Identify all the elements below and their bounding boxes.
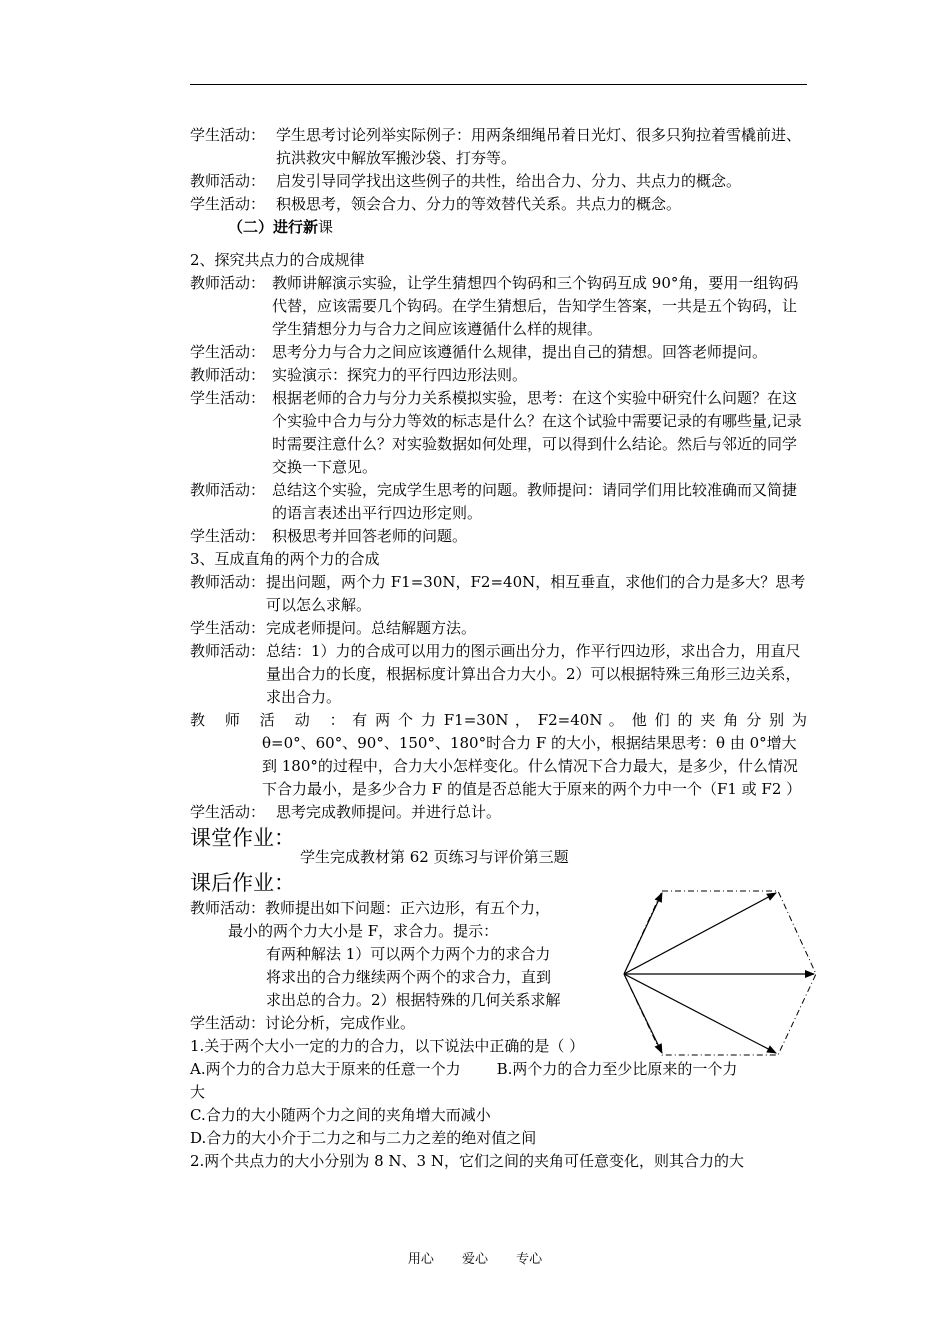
heading-rest: 课 bbox=[318, 218, 334, 236]
quiz-q1: 1.关于两个大小一定的力的合力，以下说法中正确的是（ ） bbox=[190, 1037, 585, 1055]
entry-label: 教师活动： bbox=[190, 642, 266, 660]
entry-text: 根据老师的合力与分力关系模拟实验，思考：在这个实验中研究什么问题？在这个实验中合力与分力等效的标志是什么？在这个试验中需要记录的有哪些量,记录时需要注意什么？对实验数据如何处理，可以得到什么结论。然后与邻近的同学交换一下意见。 bbox=[272, 389, 802, 476]
homework-line-2: 最小的两个力大小是 F，求合力。提示： bbox=[228, 922, 499, 940]
footer-word-2: 爱心 bbox=[461, 1252, 488, 1267]
entry-text: 学生思考讨论列举实际例子：用两条细绳吊着日光灯、很多只狗拉着雪橇前进、抗洪救灾中解放军搬沙袋、打夯等。 bbox=[276, 126, 802, 167]
entry-label: 学生活动： bbox=[190, 126, 266, 144]
entry-text: 完成老师提问。总结解题方法。 bbox=[266, 619, 477, 637]
entry-label: 教师活动： bbox=[190, 481, 266, 499]
section-3-end bbox=[190, 801, 807, 824]
force-arrow-2 bbox=[624, 893, 776, 974]
quiz-option-b: B.两个力的合力至少比原来的一个力 bbox=[496, 1060, 738, 1078]
quiz-option-b-cont: 大 bbox=[190, 1083, 206, 1101]
entry-text: 积极思考并回答老师的问题。 bbox=[272, 527, 468, 545]
activity-entry bbox=[190, 617, 807, 640]
activity-entry bbox=[190, 124, 807, 170]
activity-entry bbox=[190, 387, 807, 479]
section-3-wide-paragraph bbox=[190, 709, 807, 801]
entry-label: 学生活动： bbox=[190, 343, 266, 361]
footer-word-3: 专心 bbox=[516, 1252, 543, 1267]
entry-text: 启发引导同学找出这些例子的共性，给出合力、分力、共点力的概念。 bbox=[276, 172, 742, 190]
hexagon-force-diagram bbox=[620, 888, 820, 1060]
heading-bold: （二）进行新 bbox=[228, 218, 319, 236]
activity-entry bbox=[190, 193, 807, 216]
force-arrow-5 bbox=[624, 974, 662, 1053]
wide-line1: 有 两 个 力 F1=30N ， F2=40N 。 他 们 的 夹 角 分 别 为 bbox=[352, 711, 807, 729]
classwork-text: 学生完成教材第 62 页练习与评价第三题 bbox=[300, 848, 569, 866]
homework-line-6: 学生活动：讨论分析，完成作业。 bbox=[190, 1014, 416, 1032]
activity-entry bbox=[190, 640, 807, 709]
section-2 bbox=[190, 272, 807, 548]
wide-label: 教 师 活 动 ： bbox=[190, 711, 353, 729]
quiz-option-a: A.两个力的合力总大于原来的任意一个力 bbox=[190, 1060, 461, 1078]
activity-entry bbox=[190, 170, 807, 193]
entry-label: 教师活动： bbox=[190, 274, 266, 292]
entry-label: 学生活动： bbox=[190, 527, 266, 545]
homework-line-1: 教师活动：教师提出如下问题：正六边形，有五个力， bbox=[190, 899, 551, 917]
section-3-title: 3、互成直角的两个力的合成 bbox=[190, 550, 380, 568]
entry-label: 学生活动： bbox=[190, 195, 266, 213]
activity-entry bbox=[190, 364, 807, 387]
entry-text: 思考分力与合力之间应该遵循什么规律，提出自己的猜想。回答老师提问。 bbox=[272, 343, 768, 361]
footer-word-1: 用心 bbox=[407, 1252, 434, 1267]
page-footer bbox=[0, 1248, 950, 1267]
activity-entry bbox=[190, 479, 807, 525]
entry-text: 总结：1）力的合成可以用力的图示画出分力，作平行四边形，求出合力，用直尺量出合力的长度，根据标度计算出合力大小。2）可以根据特殊三角形三边关系，求出合力。 bbox=[266, 642, 801, 706]
quiz-q2: 2.两个共点力的大小分别为 8 N、3 N，它们之间的夹角可任意变化，则其合力的大 bbox=[190, 1152, 744, 1170]
homework-line-4: 将求出的合力继续两个两个的求合力，直到 bbox=[266, 968, 552, 986]
entry-text: 提出问题，两个力 F1=30N，F2=40N，相互垂直，求他们的合力是多大？思考可以怎么求解。 bbox=[266, 573, 806, 614]
header-rule bbox=[190, 84, 807, 85]
section-2-title: 2、探究共点力的合成规律 bbox=[190, 251, 365, 269]
quiz-a-b bbox=[190, 1058, 807, 1081]
entry-text: 积极思考，领会合力、分力的等效替代关系。共点力的概念。 bbox=[276, 195, 682, 213]
heading-new-lesson bbox=[190, 216, 807, 239]
activity-entry bbox=[190, 272, 807, 341]
section-intro bbox=[190, 124, 807, 216]
activity-entry bbox=[190, 571, 807, 617]
homework-line-3: 有两种解法 1）可以两个力两个力的求合力 bbox=[266, 945, 551, 963]
section-3 bbox=[190, 571, 807, 709]
force-arrow-4 bbox=[624, 974, 776, 1053]
entry-text: 总结这个实验，完成学生思考的问题。教师提问：请同学们用比较准确而又简捷的语言表述出平行四边形定则。 bbox=[272, 481, 798, 522]
wide-rest: θ=0°、60°、90°、150°、180°时合力 F 的大小，根据结果思考：θ 由 0°增大到 180°的过程中，合力大小怎样变化。什么情况下合力最大，是多少，什么情况下合力最小，是多少合力 F 的值是否总能大于原来的两个力中一个（F1 或 F2 ） bbox=[262, 734, 802, 798]
entry-label: 学生活动： bbox=[190, 803, 266, 821]
activity-entry bbox=[190, 525, 807, 548]
entry-label: 教师活动： bbox=[190, 573, 266, 591]
quiz-option-c: C.合力的大小随两个力之间的夹角增大而减小 bbox=[190, 1106, 491, 1124]
entry-label: 学生活动： bbox=[190, 619, 266, 637]
homework-line-5: 求出总的合力。2）根据特殊的几何关系求解 bbox=[266, 991, 561, 1009]
classwork-title: 课堂作业： bbox=[190, 826, 295, 850]
entry-text: 思考完成教师提问。并进行总计。 bbox=[276, 803, 502, 821]
activity-entry bbox=[190, 341, 807, 364]
entry-text: 教师讲解演示实验，让学生猜想四个钩码和三个钩码互成 90°角，要用一组钩码代替，应该需要几个钩码。在学生猜想后，告知学生答案，一共是五个钩码，让学生猜想分力与合力之间应该遵循什么样的规律。 bbox=[272, 274, 799, 338]
force-arrow-1 bbox=[624, 893, 662, 974]
entry-label: 教师活动： bbox=[190, 172, 266, 190]
entry-label: 教师活动： bbox=[190, 366, 266, 384]
quiz-option-d: D.合力的大小介于二力之和与二力之差的绝对值之间 bbox=[190, 1129, 537, 1147]
entry-label: 学生活动： bbox=[190, 389, 266, 407]
hexagon-outline bbox=[624, 891, 816, 1055]
homework-title: 课后作业： bbox=[190, 871, 295, 895]
entry-text: 实验演示：探究力的平行四边形法则。 bbox=[272, 366, 528, 384]
